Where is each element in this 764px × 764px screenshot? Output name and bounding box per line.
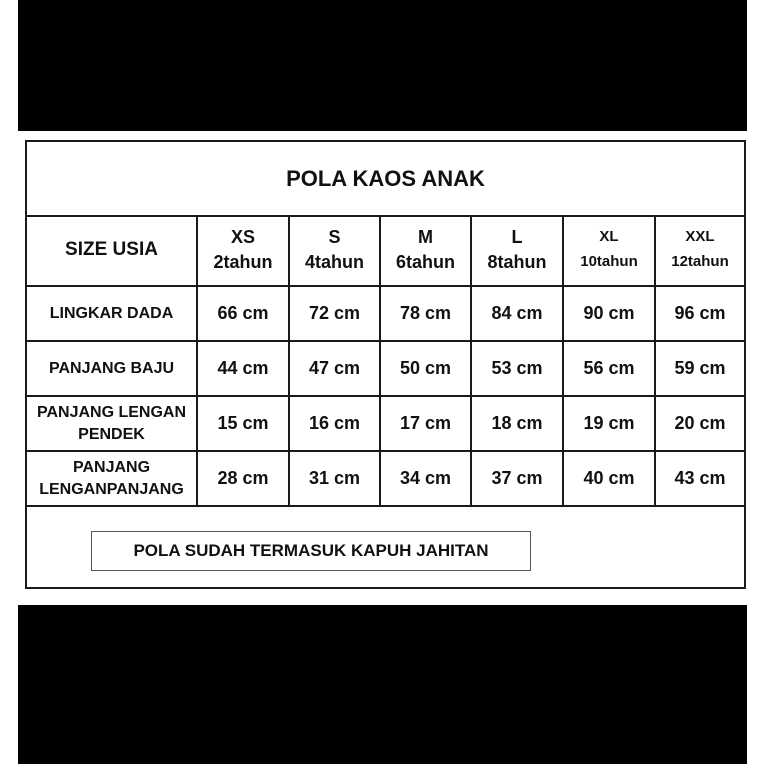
size-age: 8tahun — [487, 252, 547, 272]
table-cell: 28 cm — [197, 451, 289, 506]
bottom-black-band — [18, 605, 747, 764]
table-cell: 15 cm — [197, 396, 289, 451]
table-cell: 16 cm — [289, 396, 380, 451]
row-label — [27, 396, 197, 451]
table-cell: 18 cm — [471, 396, 563, 451]
table-cell: 31 cm — [289, 451, 380, 506]
size-age: 10tahun — [580, 253, 638, 270]
size-table — [27, 215, 744, 507]
seam-allowance-note: POLA SUDAH TERMASUK KAPUH JAHITAN — [91, 531, 531, 571]
row-label — [27, 451, 197, 506]
row-label-line: LINGKAR DADA — [49, 304, 174, 322]
table-row-panjang-lengan-pendek — [27, 396, 744, 451]
size-chart — [25, 140, 746, 589]
table-cell: 84 cm — [471, 286, 563, 341]
header-row — [27, 215, 744, 286]
table-cell: 66 cm — [197, 286, 289, 341]
row-label-line: PANJANG BAJU — [48, 359, 175, 377]
size-code: L — [511, 227, 523, 247]
top-black-band — [18, 0, 747, 131]
table-row-lingkar-dada — [27, 286, 744, 341]
table-cell: 37 cm — [471, 451, 563, 506]
table-cell: 19 cm — [563, 396, 655, 451]
table-cell: 53 cm — [471, 341, 563, 396]
table-cell: 90 cm — [563, 286, 655, 341]
chart-title: POLA KAOS ANAK — [27, 142, 744, 217]
table-cell: 17 cm — [380, 396, 471, 451]
size-header-m — [380, 215, 471, 286]
row-label-line: PENDEK — [78, 425, 145, 443]
row-label-line: PANJANG LENGAN — [36, 403, 187, 421]
table-cell: 44 cm — [197, 341, 289, 396]
table-cell: 47 cm — [289, 341, 380, 396]
table-cell: 43 cm — [655, 451, 744, 506]
table-cell: 59 cm — [655, 341, 744, 396]
size-age: 4tahun — [304, 252, 364, 272]
table-cell: 96 cm — [655, 286, 744, 341]
table-cell: 34 cm — [380, 451, 471, 506]
table-row-panjang-lengan-panjang — [27, 451, 744, 506]
size-header-l — [471, 215, 563, 286]
table-cell: 72 cm — [289, 286, 380, 341]
size-age: 12tahun — [671, 253, 729, 270]
size-code: XS — [230, 227, 255, 247]
row-label-line: PANJANG — [72, 458, 151, 476]
row-label — [27, 286, 197, 341]
size-header-s — [289, 215, 380, 286]
size-age: 6tahun — [395, 252, 455, 272]
table-row-panjang-baju — [27, 341, 744, 396]
row-label — [27, 341, 197, 396]
size-code: XXL — [685, 228, 715, 245]
table-cell: 56 cm — [563, 341, 655, 396]
size-header-xl — [563, 215, 655, 286]
table-cell: 78 cm — [380, 286, 471, 341]
size-code: M — [418, 227, 433, 247]
size-age-header: SIZE USIA — [27, 215, 197, 286]
size-header-xs — [197, 215, 289, 286]
table-cell: 40 cm — [563, 451, 655, 506]
size-code: S — [328, 227, 341, 247]
size-age: 2tahun — [213, 252, 273, 272]
size-code: XL — [599, 228, 619, 245]
size-header-xxl — [655, 215, 744, 286]
row-label-line: LENGANPANJANG — [39, 480, 184, 498]
table-cell: 50 cm — [380, 341, 471, 396]
table-cell: 20 cm — [655, 396, 744, 451]
